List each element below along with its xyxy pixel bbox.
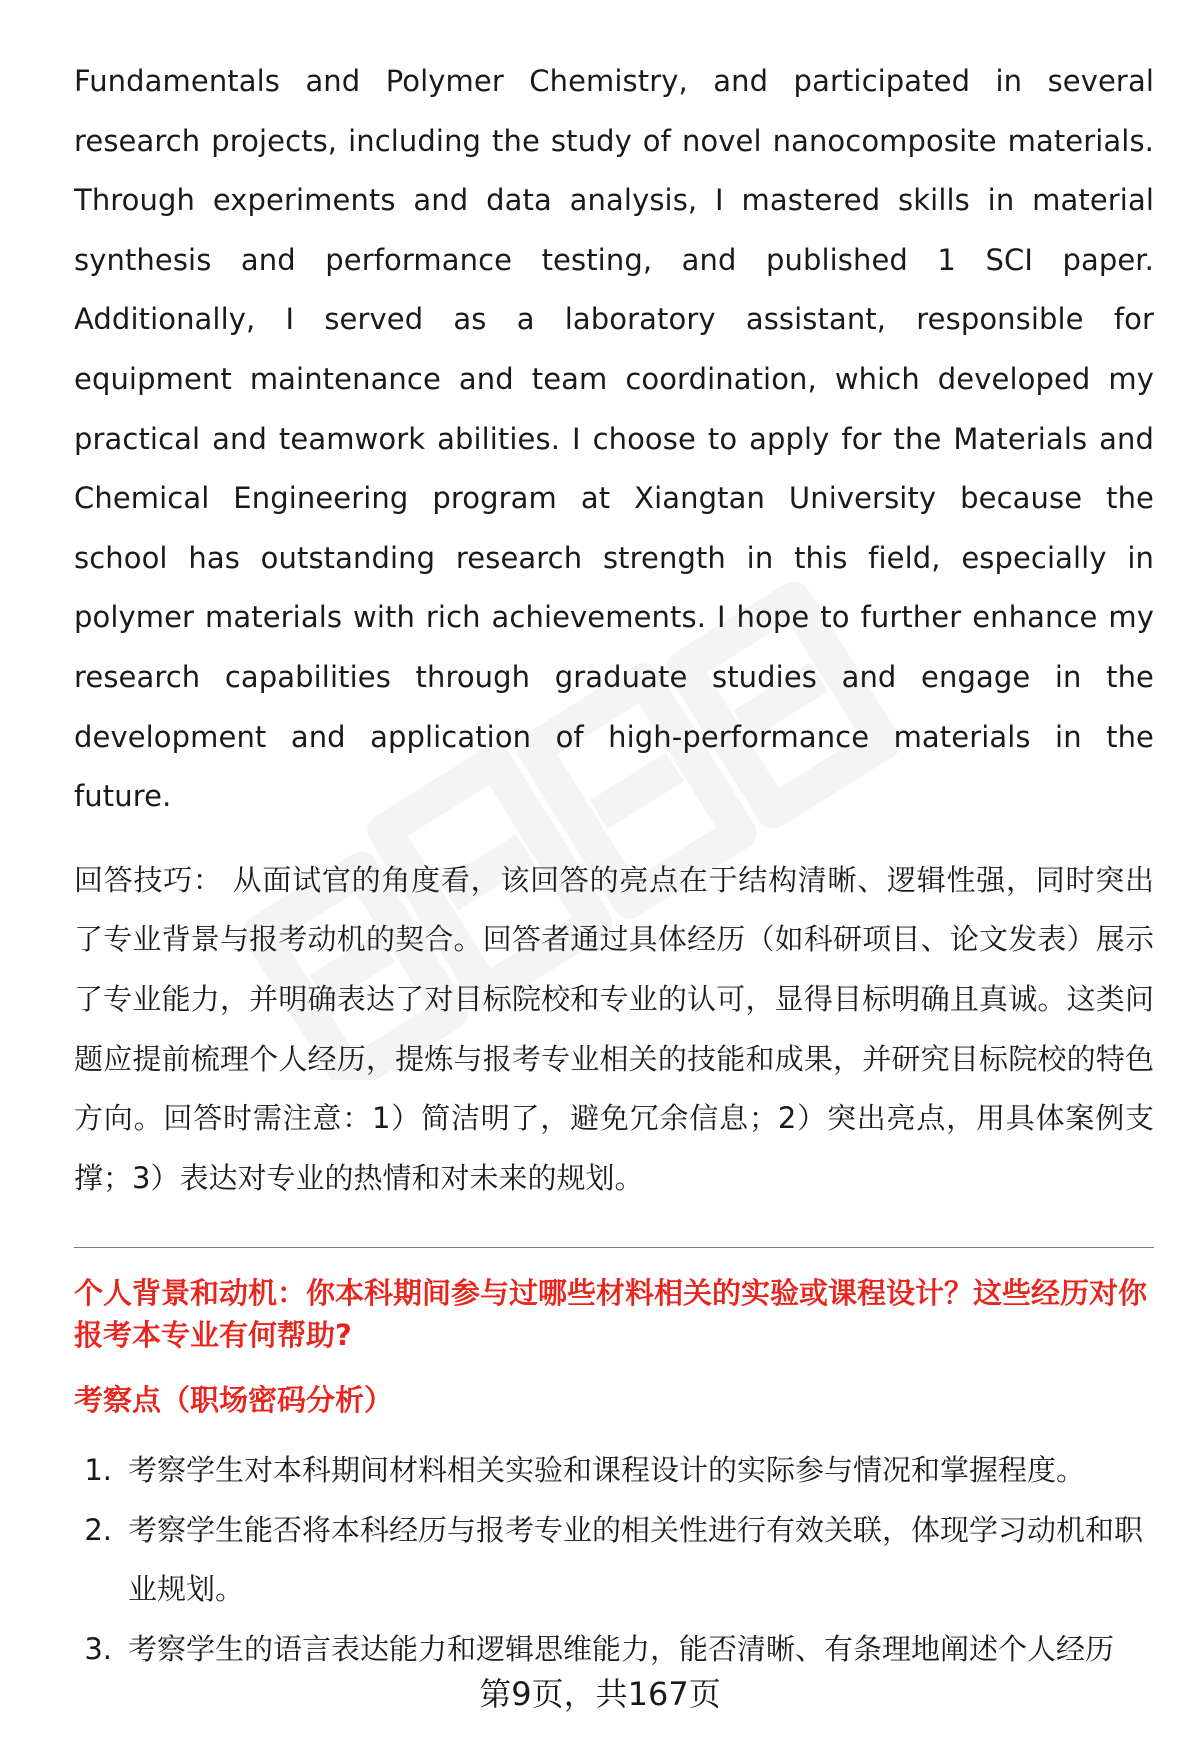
list-item <box>74 1501 1154 1620</box>
list-item-text: 考察学生对本科期间材料相关实验和课程设计的实际参与情况和掌握程度。 <box>128 1453 1086 1488</box>
page-number-footer: 第9页，共167页 <box>479 1675 721 1713</box>
list-item-number: 1. <box>84 1453 112 1488</box>
question-title: 个人背景和动机：你本科期间参与过哪些材料相关的实验或课程设计？这些经历对你报考本专业有何帮助? <box>74 1276 1148 1353</box>
list-item-text: 考察学生能否将本科经历与报考专业的相关性进行有效关联，体现学习动机和职业规划。 <box>128 1512 1144 1607</box>
list-item-number: 2. <box>84 1512 112 1547</box>
list-item <box>74 1441 1154 1501</box>
list-item-text: 考察学生的语言表达能力和逻辑思维能力，能否清晰、有条理地阐述个人经历 <box>128 1632 1115 1667</box>
list-item-number: 3. <box>84 1632 112 1667</box>
page-content <box>74 52 1154 1680</box>
list-item <box>74 1620 1154 1680</box>
answer-paragraph: Fundamentals and Polymer Chemistry, and participated in several research projects, including the study of novel nanocomposite materials. Through experiments and data analysis, I mastered skills in material synthesis and performance testing, and published 1 SCI paper. Additionally, I served as a laboratory assistant, responsible for equipment maintenance and team coordination, which developed my practical and teamwork abilities. I choose to apply for the Materials and Chemical Engineering program at Xiangtan University because the school has outstanding research strength in this field, especially in polymer materials with rich achievements. I hope to further enhance my research capabilities through graduate studies and engage in the development and application of high-performance materials in the future. <box>74 64 1154 814</box>
section-divider <box>74 1247 1154 1248</box>
answer-tips-paragraph: 回答技巧： 从面试官的角度看，该回答的亮点在于结构清晰、逻辑性强，同时突出了专业背景与报考动机的契合。回答者通过具体经历（如科研项目、论文发表）展示了专业能力，并明确表达了对目标院校和专业的认可，显得目标明确且真诚。这类问题应提前梳理个人经历，提炼与报考专业相关的技能和成果，并研究目标院校的特色方向。回答时需注意：1）简洁明了，避免冗余信息；2）突出亮点，用具体案例支撑；3）表达对专业的热情和对未来的规划。 <box>74 862 1154 1195</box>
assessment-points-heading: 考察点（职场密码分析） <box>74 1383 394 1418</box>
assessment-points-list <box>74 1441 1154 1679</box>
